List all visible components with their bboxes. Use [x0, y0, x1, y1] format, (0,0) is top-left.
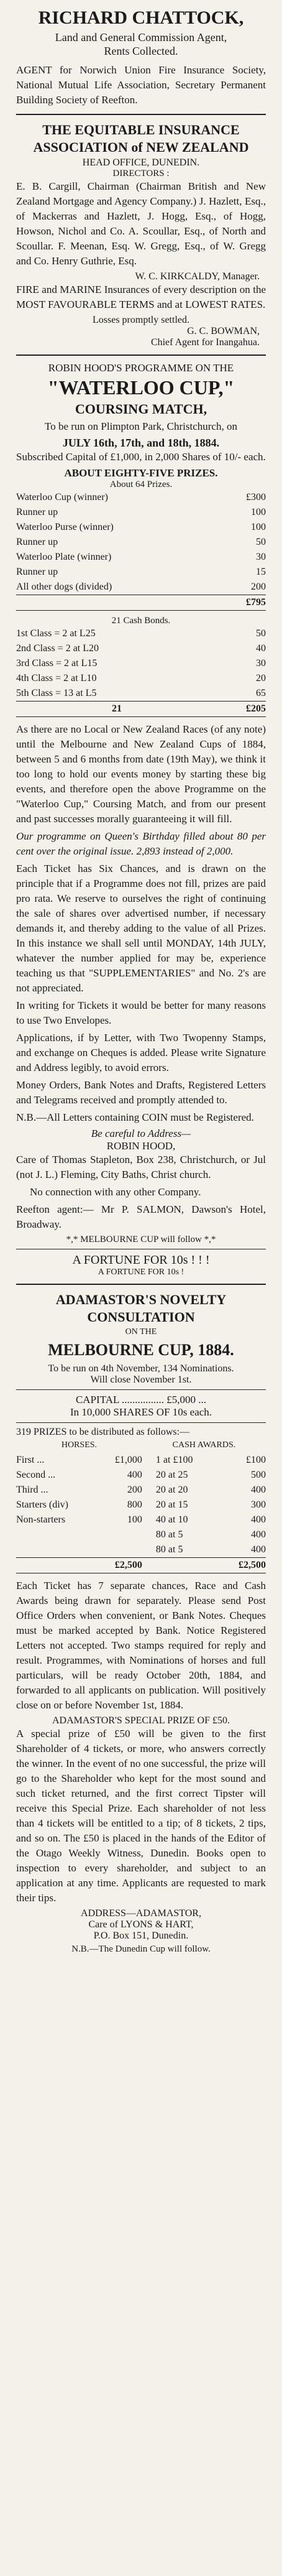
- adamastor-advert: [16, 1291, 266, 1955]
- adamastor-title: ADAMASTOR'S NOVELTY CONSULTATION: [55, 1292, 227, 1325]
- equitable-manager: W. C. KIRKCALDY, Manager.: [135, 271, 260, 282]
- bond-amount: 30: [256, 658, 266, 669]
- prize-label: All other dogs (divided): [16, 581, 112, 592]
- prize-amount: 100: [251, 507, 266, 517]
- cash-amount: 400: [251, 1485, 266, 1495]
- prize-amount: 15: [256, 567, 266, 577]
- race-dates: JULY 16th, 17th, and 18th, 1884.: [62, 437, 220, 449]
- adamastor-para-1: Each Ticket has 7 separate chances, Race and Cash Awards being drawn for separately. Please send Post Office Orders when convenient, or Bank Notes. Cheques must be marked accepted by Bank. Notice Registered Letters not accepted. Two stamps required for reply and result. Programmes, with Nominations of horses and full particulars, will be ready October 20th, 1884, and forwarded to all applicants on publication. Will positively close on or before November 1st, 1884.: [16, 1580, 266, 1711]
- robin-para-2: Our programme on Queen's Birthday filled about 80 per cent over the original issue. 2,893 instead of 2,000.: [16, 830, 266, 857]
- bond-label: 3rd Class = 2 at L15: [16, 658, 98, 669]
- prize-label: Waterloo Purse (winner): [16, 522, 114, 532]
- prize-row: [16, 580, 266, 595]
- horse-prize: 400: [127, 1470, 142, 1480]
- cash-count: 40 at 10: [155, 1514, 188, 1525]
- adamastor-address-head: ADDRESS—ADAMASTOR,: [81, 1908, 201, 1919]
- bond-row: [16, 656, 266, 671]
- horse-place: [16, 1527, 99, 1542]
- cash-head: CASH AWARDS.: [172, 1440, 236, 1450]
- horse-prize: 100: [127, 1514, 142, 1525]
- divider: [16, 1389, 266, 1390]
- chattock-advert: [16, 7, 266, 108]
- cash-count: 80 at 5: [155, 1544, 183, 1555]
- horse-prize: [99, 1542, 142, 1558]
- prize-amount: £300: [246, 492, 266, 503]
- prize-total-label: [16, 595, 224, 611]
- bonds-total: £205: [246, 703, 266, 714]
- prize-amount: 200: [251, 581, 266, 592]
- adamastor-para-2: A special prize of £50 will be given to the first Shareholder of 4 tickets, or more, who answers correctly the winner. In the event of no one successful, the prize will go to the Shareholder who kept for the most sound and such ticket returned, and the first correct Tipster will receive this Special Prize. Each shareholder of not less than 4 tickets will be entitled to a tip; of 8 tickets, 2 tips, and so on. The £50 is placed in the hands of the Editor of the Otago Weekly Witness, Dunedin. Books open to inspection to every shareholder, and subject to an application at any time. Applicants are requested to mark their tips.: [16, 1728, 266, 1904]
- adamastor-row: [16, 1498, 266, 1513]
- adamastor-row: [16, 1483, 266, 1498]
- equitable-agent-title: Chief Agent for Inangahua.: [150, 337, 260, 348]
- prize-label: Runner up: [16, 507, 58, 517]
- cash-amount: 400: [251, 1529, 266, 1540]
- horse-place: First ...: [16, 1455, 45, 1465]
- chattock-subtitle: Land and General Commission Agent,: [55, 31, 227, 44]
- prize-total: £795: [246, 597, 266, 608]
- cash-amount: £100: [246, 1455, 266, 1465]
- equitable-directors: E. B. Cargill, Chairman (Chairman British and New Zealand Mortgage and Agency Company.) J. Hazlett, Esq., of Mackerras and Hazlett, J. Hogg, Esq., of Hogg, Howson, Nichol and Co. A. Scoullar, Esq., of North and Scoullar. F. Meenan, Esq. W. Gregg, Esq., of W. Gregg and Co. Henry Guthrie, Esq.: [16, 180, 266, 267]
- bond-row: [16, 671, 266, 686]
- fortune-small: A FORTUNE FOR 10s !: [98, 1267, 184, 1277]
- cash-total-label: [142, 1558, 222, 1573]
- horses-total: £2,500: [114, 1560, 142, 1570]
- prizes-sub: About 64 Prizes.: [109, 480, 173, 489]
- address-name: ROBIN HOOD,: [106, 1140, 176, 1152]
- prize-row: [16, 490, 266, 505]
- special-prize-head: ADAMASTOR'S SPECIAL PRIZE OF £50.: [52, 1715, 230, 1726]
- prize-amount: 30: [256, 552, 266, 562]
- run-at: To be run on Plimpton Park, Christchurch, on: [45, 420, 237, 432]
- adamastor-on-the: ON THE: [125, 1327, 157, 1337]
- no-connection: No connection with any other Company.: [30, 1186, 201, 1198]
- equitable-losses: Losses promptly settled.: [93, 315, 189, 325]
- bond-row: [16, 686, 266, 702]
- horses-head: HORSES.: [61, 1440, 98, 1450]
- prize-row: [16, 535, 266, 550]
- adamastor-close: Will close November 1st.: [90, 1374, 192, 1385]
- adamastor-address-care: Care of LYONS & HART,: [88, 1919, 194, 1930]
- adamastor-row: [16, 1542, 266, 1558]
- bond-label: 5th Class = 13 at L5: [16, 688, 97, 698]
- bond-label: 4th Class = 2 at L10: [16, 673, 97, 683]
- robin-para-3: Each Ticket has Six Chances, and is drawn on the principle that if a Programme does not fill, prizes are paid pro rata. We reserve to ourselves the right of continuing the sale of shares over advertised number, if necessary demands it, and thereby adding to the value of all Prizes. In this instance we shall sell until MONDAY, 14th JULY, whatever the number applied for may be, experience teaching us that "SUPPLEMENTARIES" and No. 2's are not appreciated.: [16, 863, 266, 994]
- bond-row: [16, 626, 266, 641]
- bond-amount: 40: [256, 643, 266, 654]
- prize-label: Waterloo Cup (winner): [16, 492, 108, 503]
- bond-amount: 50: [256, 628, 266, 639]
- prize-amount: 50: [256, 537, 266, 547]
- chattock-body: AGENT for Norwich Union Fire Insurance Society, National Mutual Life Association, Secretary Permanent Building Society of Reefton.: [16, 64, 266, 106]
- robin-para-7: N.B.—All Letters containing COIN must be Registered.: [16, 1111, 254, 1123]
- adamastor-capital: CAPITAL ................ £5,000 ...: [75, 1394, 207, 1406]
- horse-prize: 200: [127, 1485, 142, 1495]
- bond-label: 1st Class = 2 at L25: [16, 628, 96, 639]
- robin-para-4: In writing for Tickets it would be better for many reasons to use Two Envelopes.: [16, 999, 266, 1026]
- adamastor-prize-table: [16, 1438, 266, 1573]
- horse-place: Non-starters: [16, 1514, 66, 1525]
- bonds-head: 21 Cash Bonds.: [111, 616, 171, 626]
- address-head: Be careful to Address—: [91, 1128, 191, 1139]
- horse-place: [16, 1542, 99, 1558]
- bond-amount: 20: [256, 673, 266, 683]
- equitable-agent-name: G. C. BOWMAN,: [187, 326, 260, 336]
- cash-count: 20 at 20: [155, 1485, 188, 1495]
- cash-amount: 400: [251, 1514, 266, 1525]
- waterloo-cup-title: "WATERLOO CUP,": [47, 376, 235, 399]
- horse-prize: [99, 1527, 142, 1542]
- robin-para-1: As there are no Local or New Zealand Races (of any note) until the Melbourne and New Zealand Cups of 1884, between 5 and 6 months from date (19th May), we think it too long to hold our events money by starting these big events, and therefore open the above Programme on the "Waterloo Cup," Coursing Match, and from our present and past successes morally guaranteeing it will fill.: [16, 723, 266, 825]
- adamastor-row: [16, 1453, 266, 1468]
- robin-hood-advert: [16, 362, 266, 1277]
- prize-row: [16, 520, 266, 535]
- prize-amount: 100: [251, 522, 266, 532]
- chattock-rents: Rents Collected.: [104, 45, 178, 57]
- equitable-directors-label: DIRECTORS :: [112, 169, 170, 178]
- bonds-count: 21: [112, 703, 122, 714]
- divider: [16, 1422, 266, 1423]
- horse-place: Third ...: [16, 1485, 48, 1495]
- cash-count: 1 at £100: [155, 1455, 193, 1465]
- cash-amount: 500: [251, 1470, 266, 1480]
- adamastor-address-box: P.O. Box 151, Dunedin.: [93, 1930, 189, 1941]
- subscribed-capital: Subscribed Capital of £1,000, in 2,000 Shares of 10/- each.: [16, 451, 266, 463]
- prize-row: [16, 565, 266, 580]
- cash-amount: 400: [251, 1544, 266, 1555]
- horse-prize: £1,000: [114, 1455, 142, 1465]
- cash-amount: 300: [251, 1499, 266, 1510]
- cash-total: £2,500: [239, 1560, 266, 1570]
- bonds-table: [16, 626, 266, 717]
- fortune-big: A FORTUNE FOR 10s ! ! !: [72, 1253, 210, 1267]
- prize-row: [16, 505, 266, 520]
- chattock-name: RICHARD CHATTOCK,: [38, 7, 244, 28]
- adamastor-row: [16, 1527, 266, 1542]
- cash-count: 80 at 5: [155, 1529, 183, 1540]
- horse-prize: 800: [127, 1499, 142, 1510]
- equitable-fire-marine: FIRE and MARINE Insurances of every description on the MOST FAVOURABLE TERMS and at LOWEST RATES.: [16, 284, 266, 310]
- adamastor-row: [16, 1468, 266, 1483]
- bond-amount: 65: [256, 688, 266, 698]
- equitable-title: THE EQUITABLE INSURANCE ASSOCIATION of NEW ZEALAND: [33, 122, 249, 155]
- prize-label: Runner up: [16, 537, 58, 547]
- divider: [16, 1284, 266, 1285]
- prizes-head: ABOUT EIGHTY-FIVE PRIZES.: [64, 467, 218, 479]
- melbourne-follow: *,* MELBOURNE CUP will follow *,*: [66, 1235, 216, 1244]
- adamastor-nominations: To be run on 4th November, 134 Nominations.: [48, 1363, 234, 1374]
- address-body: Care of Thomas Stapleton, Box 238, Christchurch, or Jul (not J. L.) Fleming, City Baths, Christ church.: [16, 1154, 266, 1180]
- equitable-advert: [16, 121, 266, 348]
- adamastor-distrib: 319 PRIZES to be distributed as follows:—: [16, 1427, 190, 1437]
- robin-para-5: Applications, if by Letter, with Two Twopenny Stamps, and exchange on Cheques is added. Please write Signature and Address legibly, to avoid errors.: [16, 1032, 266, 1073]
- robin-headline: ROBIN HOOD'S PROGRAMME ON THE: [48, 362, 234, 374]
- bond-label: 2nd Class = 2 at L20: [16, 643, 99, 654]
- coursing-match: COURSING MATCH,: [75, 401, 207, 417]
- robin-para-6: Money Orders, Bank Notes and Drafts, Registered Letters and Telegrams received and promptly attended to.: [16, 1079, 266, 1106]
- horse-place: Starters (div): [16, 1499, 68, 1510]
- horses-total-label: [16, 1558, 99, 1573]
- divider: [16, 114, 266, 115]
- prize-table: [16, 490, 266, 611]
- reefton-agent: Reefton agent:— Mr P. SALMON, Dawson's Hotel, Broadway.: [16, 1203, 266, 1230]
- divider: [16, 354, 266, 356]
- horse-place: Second ...: [16, 1470, 56, 1480]
- prize-label: Waterloo Plate (winner): [16, 552, 112, 562]
- adamastor-row: [16, 1513, 266, 1527]
- adamastor-shares: In 10,000 SHARES OF 10s each.: [70, 1406, 212, 1418]
- adamastor-footer: N.B.—The Dunedin Cup will follow.: [71, 1944, 211, 1954]
- cash-count: 20 at 25: [155, 1470, 188, 1480]
- melbourne-cup-title: MELBOURNE CUP, 1884.: [48, 1341, 234, 1359]
- prize-row: [16, 550, 266, 565]
- bond-row: [16, 641, 266, 656]
- equitable-head-office: HEAD OFFICE, DUNEDIN.: [82, 157, 200, 168]
- cash-count: 20 at 15: [155, 1499, 188, 1510]
- prize-label: Runner up: [16, 567, 58, 577]
